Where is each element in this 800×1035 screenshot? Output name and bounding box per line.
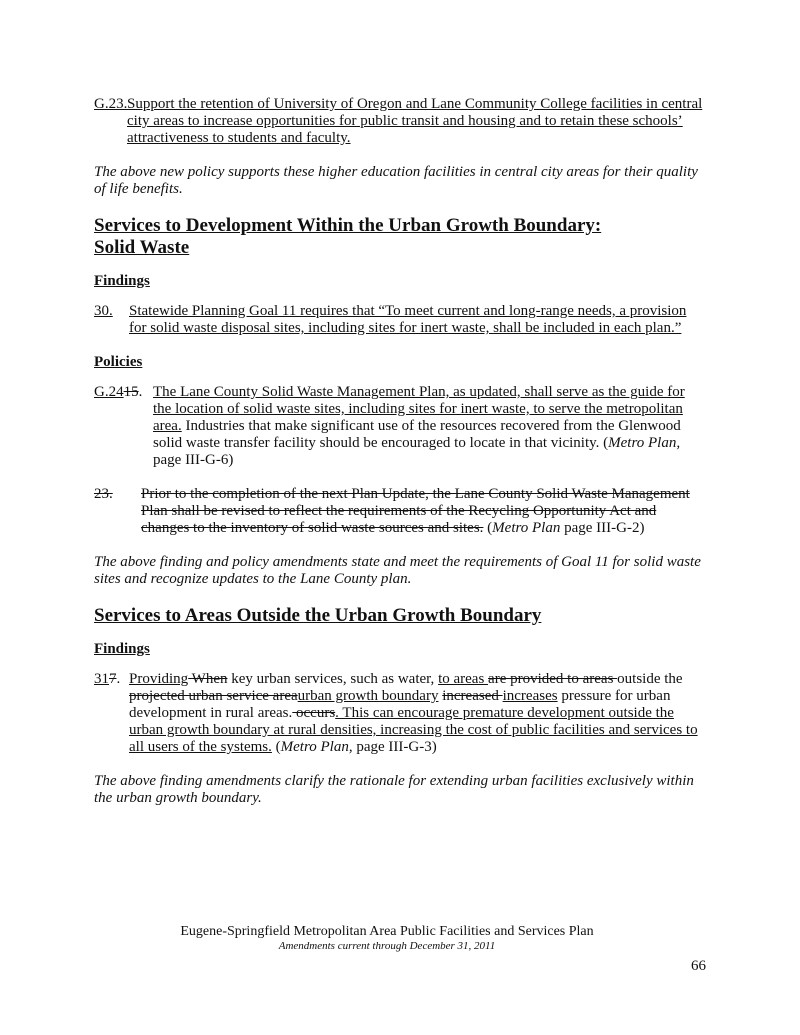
finding-31-text-5: are provided to areas [488, 671, 618, 687]
finding-31-cite-title: Metro Plan [280, 739, 349, 755]
finding-30 [94, 303, 704, 337]
policy-g24-new-text: The Lane County Solid Waste Management Plan, as updated, shall serve as the guide for the location of solid waste sites, including sites for inert waste, to serve the metropolitan area. [153, 384, 685, 434]
finding-31-text-11: increases [502, 688, 558, 704]
finding-30-text: Statewide Planning Goal 11 requires that “To meet current and long-range needs, a provision for solid waste disposal sites, including sites for inert waste, shall be included in each plan.” [129, 303, 687, 336]
section-solid-waste-title-line1: Services to Development Within the Urban Growth Boundary: [94, 215, 602, 236]
finding-31-text-2: When [188, 671, 228, 687]
page-number: 66 [691, 958, 706, 974]
finding-31-number-old: 7 [109, 671, 117, 687]
findings-heading-2: Findings [94, 641, 150, 657]
policy-23-number: 23. [94, 486, 113, 502]
policy-g24-cite-page: page III-G-6) [153, 452, 234, 468]
policy-23-struck-text: Prior to the completion of the next Plan Update, the Lane County Solid Waste Management Plan shall be revised to reflect the requirements of the Recycling Opportunity Act and changes to the inventory of solid waste sources and sites. [141, 486, 690, 536]
finding-31-text-7: projected urban service area [129, 688, 298, 704]
finding-31-text-12: pressure for urban development in rural areas. [129, 688, 671, 721]
section-outside-ugb-title: Services to Areas Outside the Urban Growth Boundary [94, 605, 542, 626]
footer-amendments-note: Amendments current through December 31, 2011 [278, 940, 496, 952]
footer-plan-title: Eugene-Springfield Metropolitan Area Public Facilities and Services Plan [180, 924, 594, 939]
policy-23-cite-title: Metro Plan [492, 520, 561, 536]
findings-heading-1: Findings [94, 273, 150, 289]
note-outside-ugb: The above finding amendments clarify the rationale for extending urban facilities exclusively within the urban growth boundary. [94, 773, 694, 806]
section-solid-waste-title [94, 215, 704, 259]
policy-g24-number [94, 384, 142, 401]
policy-g24 [94, 384, 704, 469]
finding-31-text-3: key urban services, such as water, [227, 671, 439, 687]
document-page [94, 96, 704, 807]
policy-g23-number: G.23. [94, 96, 128, 112]
policy-g23-text: Support the retention of University of Oregon and Lane Community College facilities in central city areas to increase opportunities for public transit and housing and to retain these schools’ attractiveness to students and faculty. [127, 96, 703, 146]
finding-31-text-13: occurs [292, 705, 336, 721]
finding-31-number [94, 671, 120, 688]
note-solid-waste: The above finding and policy amendments state and meet the requirements of Goal 11 for solid waste sites and recognize updates to the Lane County plan. [94, 554, 701, 587]
policy-g24-number-old: 15 [123, 384, 139, 400]
policy-23-deleted [94, 486, 704, 537]
finding-31-text-1: Providing [129, 671, 189, 687]
policies-heading: Policies [94, 354, 143, 370]
finding-31-number-dot: . [116, 671, 121, 687]
policy-g24-text: Industries that make significant use of the resources recovered from the Glenwood solid waste transfer facility should be encouraged to locate in that vicinity. ( [153, 418, 681, 451]
section-solid-waste-title-line2: Solid Waste [94, 237, 190, 258]
note-g23: The above new policy supports these higher education facilities in central city areas for their quality of life benefits. [94, 164, 698, 197]
finding-31 [94, 671, 704, 756]
finding-31-text-10: increased [442, 688, 503, 704]
finding-31-text-8: urban growth boundary [297, 688, 439, 704]
finding-31-text-15: ( [271, 739, 281, 755]
page-footer [0, 924, 800, 953]
policy-23-cite-page: page III-G-2) [560, 520, 645, 536]
finding-31-text-6: outside the [617, 671, 683, 687]
policy-g24-number-new: G.24 [94, 384, 124, 400]
policy-g23 [94, 96, 704, 147]
policy-23-cite-open: ( [483, 520, 493, 536]
finding-31-number-new: 31 [94, 671, 109, 687]
policy-g24-number-dot: . [138, 384, 143, 400]
finding-31-text-14: . This can encourage premature development outside the urban growth boundary at rural densities, increasing the cost of public facilities and services to all users of the systems. [129, 705, 698, 755]
policy-g24-cite-title: Metro Plan, [608, 435, 681, 451]
finding-31-text-4: to areas [438, 671, 489, 687]
finding-31-cite-page: , page III-G-3) [348, 739, 437, 755]
finding-30-number: 30. [94, 303, 113, 319]
